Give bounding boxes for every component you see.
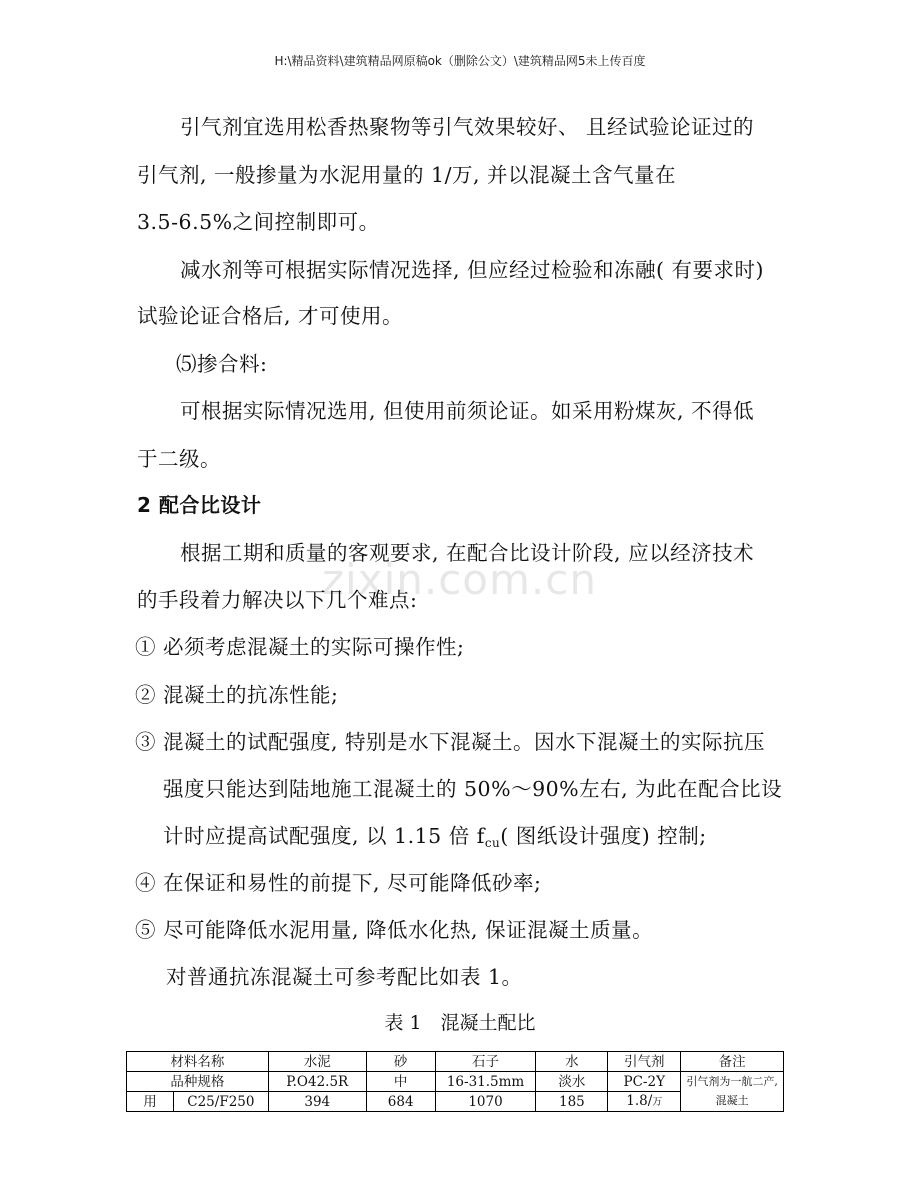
table-cell: 砂 (366, 1052, 435, 1072)
table-cell: 淡水 (536, 1072, 608, 1092)
table-row (127, 1072, 784, 1092)
list-item: ③ 混凝土的试配强度, 特别是水下混凝土。因水下混凝土的实际抗压 (135, 730, 766, 754)
table-cell: PC-2Y (608, 1072, 681, 1092)
table-cell (608, 1092, 681, 1112)
list-item: ① 必须考虑混凝土的实际可操作性; (135, 635, 465, 659)
mix-ratio-table (126, 1051, 784, 1112)
page-header-path: H:\精品资料\建筑精品网原稿ok（删除公文）\建筑精品网5未上传百度 (274, 54, 646, 68)
list-item: ② 混凝土的抗冻性能; (135, 683, 339, 707)
paragraph-line: 引气剂, 一般掺量为水泥用量的 1/万, 并以混凝土含气量在 (137, 163, 677, 187)
list-item-continuation (163, 819, 707, 849)
table-cell: 684 (366, 1092, 435, 1112)
list-item: ⑤ 尽可能降低水泥用量, 降低水化热, 保证混凝土质量。 (135, 918, 654, 942)
table-note-cell: 引气剂为一航二产, 混凝土 (681, 1072, 784, 1112)
table-cell: 中 (366, 1072, 435, 1092)
list-item-continuation: 强度只能达到陆地施工混凝土的 50%～90%左右, 为此在配合比设 (163, 777, 783, 801)
table-cell: 水 (536, 1052, 608, 1072)
paragraph-line: 3.5-6.5%之间控制即可。 (137, 210, 380, 234)
table-caption: 表 1 混凝土配比 (384, 1012, 536, 1034)
table-cell: 用 (127, 1092, 174, 1112)
paragraph-line: 试验论证合格后, 才可使用。 (137, 304, 404, 328)
table-cell: P.O42.5R (268, 1072, 366, 1092)
table-cell: 备注 (681, 1052, 784, 1072)
table-cell: 引气剂 (608, 1052, 681, 1072)
table-cell: 品种规格 (127, 1072, 269, 1092)
paragraph-line: 引气剂宜选用松香热聚物等引气效果较好、 且经试验论证过的 (180, 115, 755, 139)
cell-value: 1.8/ (626, 1092, 653, 1109)
table-cell: C25/F250 (173, 1092, 268, 1112)
paragraph-line: 对普通抗冻混凝土可参考配比如表 1。 (166, 965, 523, 989)
table-cell: 16-31.5mm (435, 1072, 536, 1092)
table-cell: 185 (536, 1092, 608, 1112)
text-segment: 计时应提高试配强度, 以 1.15 倍 f (163, 824, 485, 848)
table-cell: 1070 (435, 1092, 536, 1112)
subsection-heading: ⑸掺合料: (176, 352, 268, 376)
subscript: cu (484, 836, 501, 850)
table-cell: 材料名称 (127, 1052, 269, 1072)
paragraph-line: 根据工期和质量的客观要求, 在配合比设计阶段, 应以经济技术 (180, 541, 755, 565)
paragraph-line: 可根据实际情况选用, 但使用前须论证。如采用粉煤灰, 不得低 (180, 399, 755, 423)
watermark: zixin.com.cn (322, 555, 597, 604)
section-heading: 2 配合比设计 (137, 493, 262, 517)
cell-unit: 万 (652, 1096, 663, 1108)
table-header-row (127, 1052, 784, 1072)
paragraph-line: 于二级。 (137, 447, 221, 471)
table-cell: 394 (268, 1092, 366, 1112)
list-item: ④ 在保证和易性的前提下, 尽可能降低砂率; (135, 871, 542, 895)
paragraph-line: 减水剂等可根据实际情况选择, 但应经过检验和冻融( 有要求时) (180, 258, 765, 282)
table-cell: 水泥 (268, 1052, 366, 1072)
text-segment: ( 图纸设计强度) 控制; (500, 824, 707, 848)
paragraph-line: 的手段着力解决以下几个难点: (137, 588, 418, 612)
table-cell: 石子 (435, 1052, 536, 1072)
